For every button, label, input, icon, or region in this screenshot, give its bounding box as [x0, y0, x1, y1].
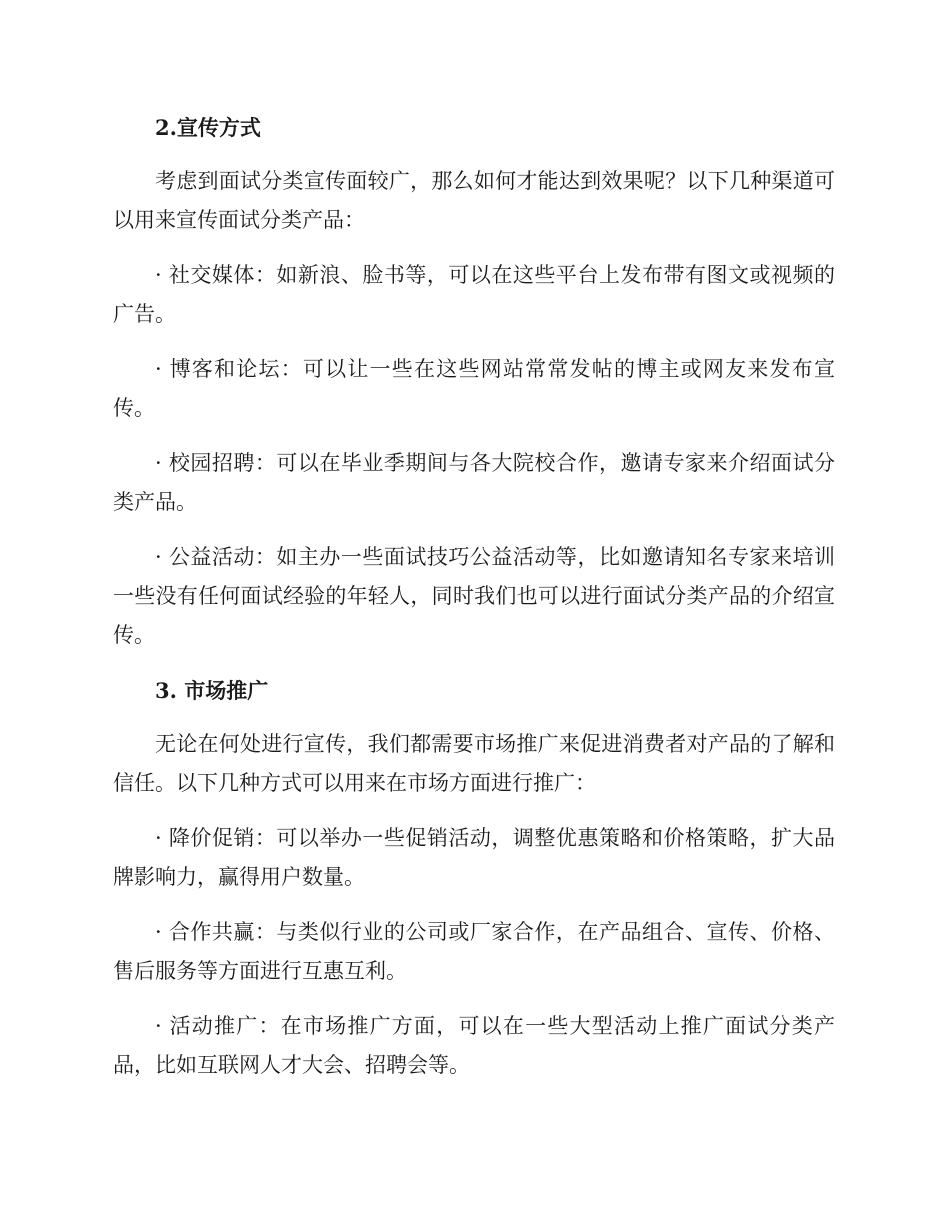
section-3-heading: 3. 市场推广 — [155, 678, 269, 703]
section-2-item-charity-events: · 公益活动：如主办一些面试技巧公益活动等，比如邀请知名专家来培训一些没有任何面试经验的年轻人，同时我们也可以进行面试分类产品的介绍宣传。 — [113, 545, 835, 647]
section-3-item-cooperation: · 合作共赢：与类似行业的公司或厂家合作，在产品组合、宣传、价格、售后服务等方面进行互惠互利。 — [113, 920, 835, 983]
section-3-item-event-promotion: · 活动推广：在市场推广方面，可以在一些大型活动上推广面试分类产品，比如互联网人才大会、招聘会等。 — [113, 1014, 835, 1077]
document-page — [113, 108, 835, 1085]
section-3-item-price-promotion: · 降价促销：可以举办一些促销活动，调整优惠策略和价格策略，扩大品牌影响力，赢得用户数量。 — [113, 826, 835, 889]
section-2-item-campus-recruiting: · 校园招聘：可以在毕业季期间与各大院校合作，邀请专家来介绍面试分类产品。 — [113, 451, 835, 514]
section-3-intro: 无论在何处进行宣传，我们都需要市场推广来促进消费者对产品的了解和信任。以下几种方式可以用来在市场方面进行推广： — [113, 732, 835, 795]
section-2-heading: 2.宣传方式 — [155, 115, 261, 140]
section-2-item-social-media: · 社交媒体：如新浪、脸书等，可以在这些平台上发布带有图文或视频的广告。 — [113, 263, 835, 326]
section-2-intro: 考虑到面试分类宣传面较广，那么如何才能达到效果呢？以下几种渠道可以用来宣传面试分类产品： — [113, 169, 835, 232]
section-2-item-blogs-forums: · 博客和论坛：可以让一些在这些网站常常发帖的博主或网友来发布宣传。 — [113, 357, 835, 420]
